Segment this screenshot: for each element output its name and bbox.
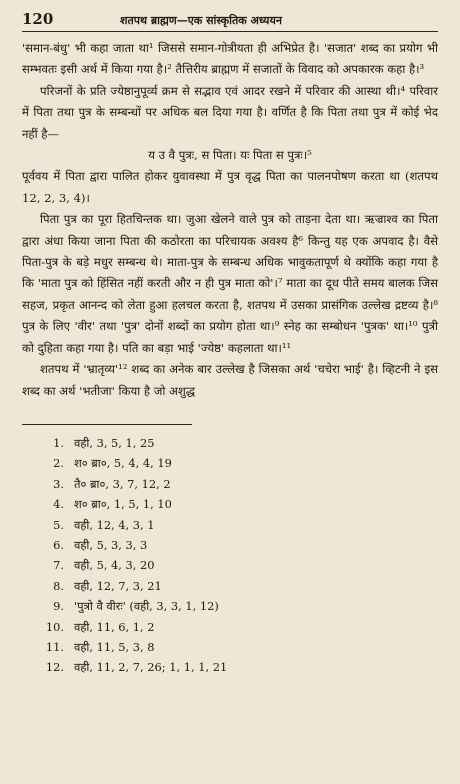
footnote-number: 3. (53, 476, 64, 491)
paragraph-3: पूर्ववय में पिता द्वारा पालित होकर युवावस्था में पुत्र वृद्ध पिता का पालनपोषण करता था (शतपथ 12, 2, 3, 4)। (22, 169, 438, 205)
footnote-text: श० ब्रा०, 1, 5, 1, 10 (74, 497, 172, 512)
footnote-item (30, 657, 438, 677)
footnote-number: 11. (45, 639, 64, 654)
sanskrit-verse: य उ वै पुत्रः, स पिता। यः पिता स पुत्रः।⁵ (148, 148, 312, 163)
footnote-text: वही, 12, 7, 3, 21 (74, 578, 162, 593)
footnote-number: 9. (53, 599, 64, 614)
footnote-number: 2. (53, 456, 64, 471)
footnote-text: वही, 3, 5, 1, 25 (74, 435, 155, 450)
footnote-text: वही, 11, 5, 3, 8 (74, 639, 155, 654)
footnote-item (30, 474, 438, 494)
footnote-item (30, 433, 438, 453)
footnote-number: 4. (53, 497, 64, 512)
footnote-text: वही, 5, 3, 3, 3 (74, 537, 148, 552)
footnote-text: वही, 12, 4, 3, 1 (74, 517, 155, 532)
footnote-number: 7. (53, 558, 64, 573)
footnote-number: 10. (45, 619, 64, 634)
footnote-item (30, 515, 438, 535)
footnote-number: 8. (53, 578, 64, 593)
paragraph-1: 'समान-बंधु' भी कहा जाता था¹ जिससे समान-गोत्रीयता ही अभिप्रेत है। 'सजात' शब्द का प्रयोग भी सम्भवतः इसी अर्थ में किया गया है।² तैत्तिरीय ब्राह्मण में सजातों के विवाद को अपकारक कहा है।³ (22, 41, 438, 77)
footnote-divider (22, 424, 192, 425)
footnote-number: 12. (45, 660, 64, 675)
paragraph-2: परिजनों के प्रति ज्येष्ठानुपूर्व्य क्रम से सद्भाव एवं आदर रखने में परिवार की आस्था थी।⁴ परिवार में पिता तथा पुत्र के सम्बन्धों पर अधिक बल दिया गया है। वर्णित है कि पिता तथा पुत्र में कोई भेद नहीं है— (22, 83, 438, 141)
footnote-text: वही, 11, 6, 1, 2 (74, 619, 155, 634)
footnote-text: वही, 11, 2, 7, 26; 1, 1, 1, 21 (74, 660, 228, 675)
footnote-text: 'पुत्रो वै वीरः' (वही, 3, 3, 1, 12) (74, 599, 219, 614)
footnote-item (30, 617, 438, 637)
footnote-item (30, 453, 438, 473)
page-number: 120 (22, 10, 54, 28)
footnote-item (30, 637, 438, 657)
footnote-number: 1. (53, 435, 64, 450)
page-header (22, 10, 438, 32)
body-text (22, 38, 438, 402)
footnote-number: 5. (53, 517, 64, 532)
running-title: शतपथ ब्राह्मण—एक सांस्कृतिक अध्ययन (120, 14, 282, 27)
footnote-text: श० ब्रा०, 5, 4, 4, 19 (74, 456, 172, 471)
footnotes-list (22, 433, 438, 678)
paragraph-5: शतपथ में 'भ्रातृव्य'¹² शब्द का अनेक बार उल्लेख है जिसका अर्थ 'चचेरा भाई' है। व्हिटनी ने इस शब्द का अर्थ 'भतीजा' किया है जो अशुद्ध (22, 362, 438, 398)
paragraph-4: पिता पुत्र का पूरा हितचिन्तक था। जुआ खेलने वाले पुत्र को ताड़ना देता था। ऋज्राश्व का पिता द्वारा अंधा किया जाना पिता की कठोरता का परिचायक अवश्य है⁶ किन्तु यह एक अपवाद है। वैसे पिता-पुत्र के बड़े मधुर सम्बन्ध थे। माता-पुत्र के सम्बन्ध अधिक भावुकतापूर्ण थे क्योंकि कहा गया है कि 'माता पुत्र को हिंसित नहीं करती और न ही पुत्र माता को'।⁷ माता का दूध पीते समय बालक जिस सहज, प्रकृत आनन्द को लेता हुआ हलचल करता है, शतपथ में उसका प्रासंगिक उल्लेख द्रष्टव्य है।⁸ पुत्र के लिए 'वीर' तथा 'पुत्र' दोनों शब्दों का प्रयोग होता था।⁹ स्नेह का सम्बोधन 'पुत्रक' था।¹⁰ पुत्री को दुहिता कहा गया है। पति का बड़ा भाई 'ज्येष्ठ' कहलाता था।¹¹ (22, 212, 438, 355)
footnote-item (30, 555, 438, 575)
footnote-item (30, 535, 438, 555)
footnote-item (30, 494, 438, 514)
footnote-text: वही, 5, 4, 3, 20 (74, 558, 155, 573)
footnote-text: तै० ब्रा०, 3, 7, 12, 2 (74, 476, 171, 491)
footnote-number: 6. (53, 537, 64, 552)
footnote-item (30, 596, 438, 616)
footnote-item (30, 576, 438, 596)
